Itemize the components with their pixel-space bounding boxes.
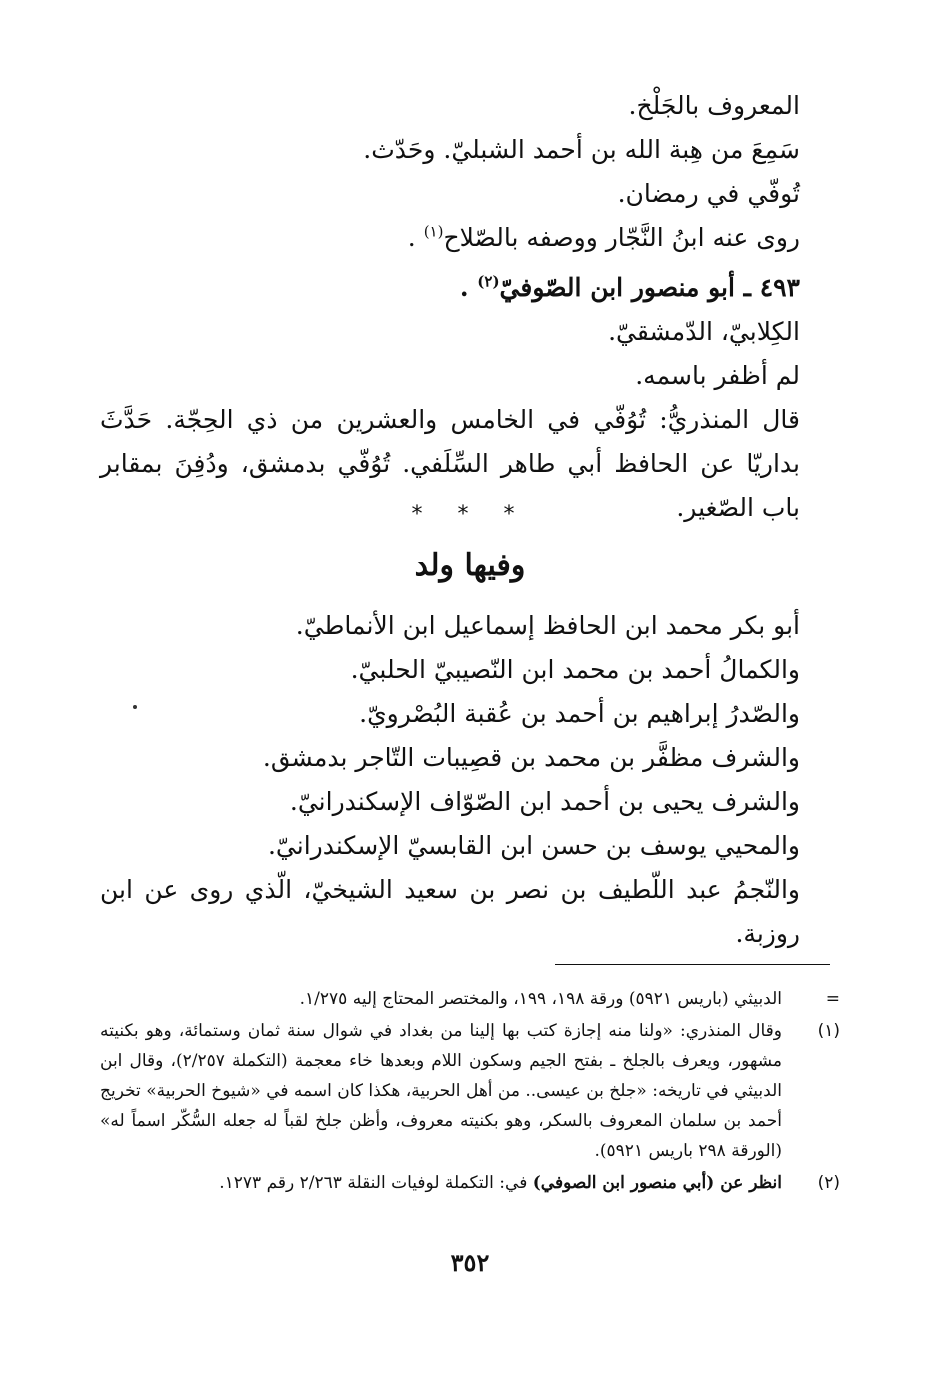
entry-heading-text: ٤٩٣ ـ أبو منصور ابن الصّوفيّ <box>499 273 800 302</box>
text-line: سَمِعَ من هِبة الله بن أحمد الشبليّ. وحَدّث. <box>363 135 800 164</box>
births-list <box>100 604 800 956</box>
main-text-top <box>100 84 800 530</box>
text-line: تُوفّي في رمضان. <box>617 179 800 208</box>
footnote-divider <box>555 964 830 965</box>
footnote-text: الدبيثي (باريس ٥٩٢١) ورقة ١٩٨، ١٩٩، والمختصر المحتاج إليه ١/٢٧٥. <box>299 989 782 1009</box>
footnote-mark: (١) <box>817 1021 840 1041</box>
heading-tail: . <box>459 273 478 302</box>
birth-item: والنّجمُ عبد اللّطيف بن نصر بن سعيد الشيخيّ، الّذي روى عن ابن روزبة. <box>100 875 800 948</box>
section-separator: * * * <box>411 502 529 527</box>
birth-item: والكمالُ أحمد بن محمد ابن النّصيبيّ الحلبيّ. <box>350 655 800 684</box>
footnote-rest-text: في: التكملة لوفيات النقلة ٢/٢٦٣ رقم ١٢٧٣. <box>219 1173 533 1193</box>
birth-item: والمحيي يوسف بن حسن ابن القابسيّ الإسكندرانيّ. <box>267 831 800 860</box>
text-line: المعروف بالجَلْخ. <box>628 91 800 120</box>
section-heading: وفيها ولد <box>414 548 526 583</box>
line-tail: . <box>407 223 424 252</box>
birth-item: والشرف يحيى بن أحمد ابن الصّوّاف الإسكندرانيّ. <box>289 787 800 816</box>
footnote-mark: (٢) <box>817 1173 840 1193</box>
footnote-ref-2[interactable]: (٢) <box>477 272 500 291</box>
birth-item: أبو بكر محمد ابن الحافظ إسماعيل ابن الأنماطيّ. <box>295 611 800 640</box>
entry-paragraph: قال المنذريُّ: تُوُفّي في الخامس والعشرين من ذي الحِجّة. حَدَّثَ بداريّا عن الحافظ أبي طاهر السِّلَفي. تُوُفّي بدمشق، ودُفِنَ بمقابر باب الصّغير. <box>100 405 800 522</box>
footnote-mark: = <box>825 989 840 1009</box>
text-line: لم أظفر باسمه. <box>635 361 800 390</box>
birth-item: والصّدرُ إبراهيم بن أحمد بن عُقبة البُصْرويّ. <box>359 699 800 728</box>
footnote-2 <box>100 1168 840 1198</box>
footnote-text <box>219 1173 782 1193</box>
footnote-bold-text: انظر عن (أبي منصور ابن الصوفي) <box>532 1173 782 1193</box>
print-speck <box>133 705 137 709</box>
footnote-text: وقال المنذري: «ولنا منه إجازة كتب بها إلينا من بغداد في شوال سنة ثمان وستمائة، وهو بكنيته مشهور، ويعرف بالجلخ ـ بفتح الجيم وسكون اللام وبعدها خاء معجمة (التكملة ٢/٢٥٧)، وقال ابن الدبيثي في تاريخه: «جلخ بن عيسى.. من أهل الحربية، هكذا كان اسمه في «شيوخ الحربية» تخريج أحمد بن سلمان المعروف بالسكر، وهو بكنيته معروف، وأظن جلخ لقباً له جعله السُّكّر اسماً له» (الورقة ٢٩٨ باريس ٥٩٢١). <box>100 1021 782 1161</box>
text-line: الكِلابيّ، الدّمشقيّ. <box>608 317 800 346</box>
entry-heading-493 <box>100 266 800 310</box>
birth-item: والشرف مظفَّر بن محمد بن قصِيبات التّاجر بدمشق. <box>262 743 800 772</box>
footnote-ref-1[interactable]: (١) <box>423 222 444 241</box>
footnotes <box>100 984 840 1200</box>
footnote-1 <box>100 1016 840 1166</box>
page-number: ٣٥٢ <box>450 1248 490 1277</box>
text-line: روى عنه ابنُ النَّجّار ووصفه بالصّلاح <box>443 223 800 252</box>
text-line-with-footnote <box>100 216 800 260</box>
footnote-continued <box>100 984 840 1014</box>
